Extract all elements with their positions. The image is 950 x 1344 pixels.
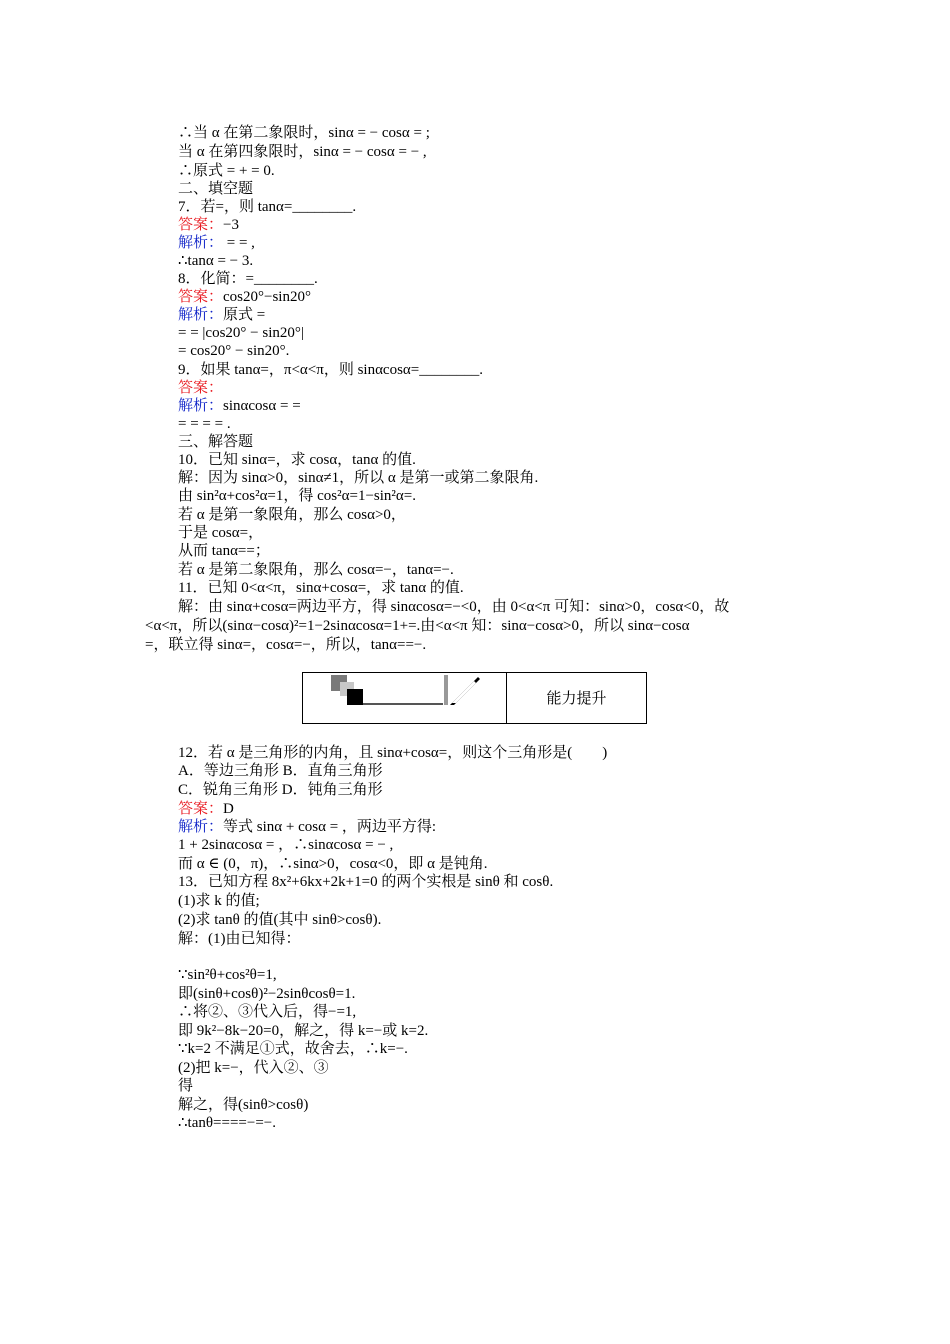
text-line bbox=[178, 180, 253, 198]
text-line bbox=[178, 342, 289, 360]
text-line bbox=[178, 542, 270, 560]
answer-label: 答案： bbox=[178, 217, 224, 233]
text-line bbox=[178, 800, 234, 818]
line-text: 解：由 sinα+cosα=两边平方，得 sinαcosα=−<0，由 0<α<π 可知：sinα>0，cosα<0，故 bbox=[178, 599, 730, 615]
text-line bbox=[178, 198, 356, 216]
line-text: ∵k=2 不满足①式，故舍去，∴k=−. bbox=[178, 1041, 408, 1057]
line-text: (2)把 k=−，代入②、③ bbox=[178, 1060, 329, 1076]
line-text: 原式 = bbox=[223, 307, 266, 323]
text-line bbox=[178, 451, 416, 469]
line-text: cos20°−sin20° bbox=[223, 289, 311, 305]
line-text: ∴原式 = + = 0. bbox=[178, 163, 275, 179]
line-text: = = , bbox=[223, 235, 255, 251]
line-text: 当 α 在第四象限时，sinα = − cosα = − , bbox=[178, 144, 427, 160]
line-text: 8．化简：=________. bbox=[178, 271, 318, 287]
analysis-label: 解析： bbox=[178, 819, 224, 835]
text-line bbox=[178, 379, 223, 397]
line-text: D bbox=[223, 801, 234, 817]
text-line bbox=[178, 911, 381, 929]
text-line bbox=[178, 252, 253, 270]
text-line bbox=[178, 1059, 329, 1077]
line-text: = cos20° − sin20°. bbox=[178, 343, 290, 359]
text-line bbox=[178, 1096, 308, 1114]
text-line bbox=[178, 216, 239, 234]
text-line bbox=[145, 617, 689, 635]
decor-square-black bbox=[347, 689, 363, 705]
line-text: ∵sin²θ+cos²θ=1, bbox=[178, 967, 277, 983]
line-text: 9．如果 tanα=，π<α<π，则 sinαcosα=________. bbox=[178, 362, 483, 378]
line-text: 若 α 是第二象限角，那么 cosα=−，tanα=−. bbox=[178, 562, 454, 578]
text-line bbox=[178, 361, 483, 379]
line-text: sinαcosα = = bbox=[223, 398, 301, 414]
analysis-label: 解析： bbox=[178, 398, 224, 414]
text-line bbox=[178, 598, 729, 616]
text-line bbox=[178, 966, 277, 984]
line-text: ∴tanα = − 3. bbox=[178, 253, 254, 269]
analysis-label: 解析： bbox=[178, 235, 224, 251]
line-text: 于是 cosα=， bbox=[178, 525, 264, 541]
line-text: A．等边三角形 B．直角三角形 bbox=[178, 763, 383, 779]
pen-icon bbox=[444, 675, 480, 705]
text-line bbox=[178, 506, 406, 524]
line-text: 7．若=，则 tanα=________. bbox=[178, 199, 357, 215]
text-line bbox=[178, 306, 265, 324]
line-text: ∴tanθ====−=−. bbox=[178, 1115, 277, 1131]
line-text: (1)求 k 的值; bbox=[178, 893, 260, 909]
text-line bbox=[178, 124, 430, 142]
text-line bbox=[178, 397, 301, 415]
line-text: −3 bbox=[223, 217, 239, 233]
line-text: ∴当 α 在第二象限时，sinα = − cosα = ; bbox=[178, 125, 430, 141]
line-text: 1 + 2sinαcosα = ，∴sinαcosα = − , bbox=[178, 837, 394, 853]
text-line bbox=[178, 762, 383, 780]
line-text: 12．若 α 是三角形的内角，且 sinα+cosα=，则这个三角形是( ) bbox=[178, 745, 608, 761]
text-line bbox=[178, 892, 260, 910]
line-text: 11．已知 0<α<π，sinα+cosα=，求 tanα 的值. bbox=[178, 580, 464, 596]
line-text: 而 α ∈ (0，π)，∴sinα>0，cosα<0，即 α 是钝角. bbox=[178, 856, 488, 872]
text-line bbox=[178, 1003, 356, 1021]
text-line bbox=[178, 270, 318, 288]
line-text: 解：(1)由已知得： bbox=[178, 931, 301, 947]
line-text: 13．已知方程 8x²+6kx+2k+1=0 的两个实根是 sinθ 和 cosθ. bbox=[178, 874, 554, 890]
text-line bbox=[178, 855, 488, 873]
line-text: 若 α 是第一象限角，那么 cosα>0， bbox=[178, 507, 406, 523]
text-line bbox=[178, 288, 311, 306]
text-line bbox=[178, 1040, 408, 1058]
line-text: 即(sinθ+cosθ)²−2sinθcosθ=1. bbox=[178, 986, 356, 1002]
line-text: = = |cos20° − sin20°| bbox=[178, 325, 304, 341]
line-text: 三、解答题 bbox=[178, 434, 254, 450]
text-line bbox=[178, 561, 454, 579]
answer-label: 答案： bbox=[178, 801, 224, 817]
line-text: 解之，得(sinθ>cosθ) bbox=[178, 1097, 309, 1113]
line-text: <α<π，所以(sinα−cosα)²=1−2sinαcosα=1+=.由<α<π 知：sinα−cosα>0，所以 sinα−cosα bbox=[145, 618, 690, 634]
line-text: C．锐角三角形 D．钝角三角形 bbox=[178, 782, 383, 798]
line-text: = = = = . bbox=[178, 416, 231, 432]
text-line bbox=[178, 162, 275, 180]
text-line bbox=[178, 433, 253, 451]
banner-title: 能力提升 bbox=[546, 689, 607, 707]
line-text: 得 bbox=[178, 1078, 194, 1094]
text-line bbox=[178, 836, 393, 854]
text-line bbox=[178, 324, 304, 342]
text-line bbox=[178, 873, 553, 891]
line-text: 解：因为 sinα>0，sinα≠1，所以 α 是第一或第二象限角. bbox=[178, 470, 539, 486]
text-line bbox=[178, 143, 427, 161]
text-line bbox=[178, 985, 355, 1003]
text-line bbox=[178, 1114, 276, 1132]
text-line bbox=[178, 744, 607, 762]
decor-bar bbox=[363, 703, 443, 705]
line-text: =，联立得 sinα=，cosα=−，所以，tanα==−. bbox=[145, 637, 427, 653]
text-line bbox=[178, 415, 231, 433]
answer-label: 答案： bbox=[178, 380, 224, 396]
line-text: 等式 sinα + cosα = ，两边平方得: bbox=[223, 819, 437, 835]
analysis-label: 解析： bbox=[178, 307, 224, 323]
answer-label: 答案： bbox=[178, 289, 224, 305]
line-text: (2)求 tanθ 的值(其中 sinθ>cosθ). bbox=[178, 912, 382, 928]
text-line bbox=[178, 930, 301, 948]
text-line bbox=[178, 781, 383, 799]
line-text: 由 sin²α+cos²α=1，得 cos²α=1−sin²α=. bbox=[178, 488, 416, 504]
line-text: 从而 tanα==； bbox=[178, 543, 270, 559]
text-line bbox=[178, 234, 255, 252]
text-line bbox=[178, 487, 416, 505]
text-line bbox=[178, 818, 436, 836]
text-line bbox=[178, 469, 538, 487]
text-line bbox=[178, 1077, 193, 1095]
text-line bbox=[178, 579, 464, 597]
text-line bbox=[145, 636, 426, 654]
text-line bbox=[178, 524, 263, 542]
section-banner bbox=[302, 672, 647, 724]
line-text: 二、填空题 bbox=[178, 181, 254, 197]
text-line bbox=[178, 1022, 428, 1040]
line-text: 10．已知 sinα=，求 cosα，tanα 的值. bbox=[178, 452, 416, 468]
line-text: ∴将②、③代入后，得−=1, bbox=[178, 1004, 357, 1020]
line-text: 即 9k²−8k−20=0，解之，得 k=−或 k=2. bbox=[178, 1023, 429, 1039]
